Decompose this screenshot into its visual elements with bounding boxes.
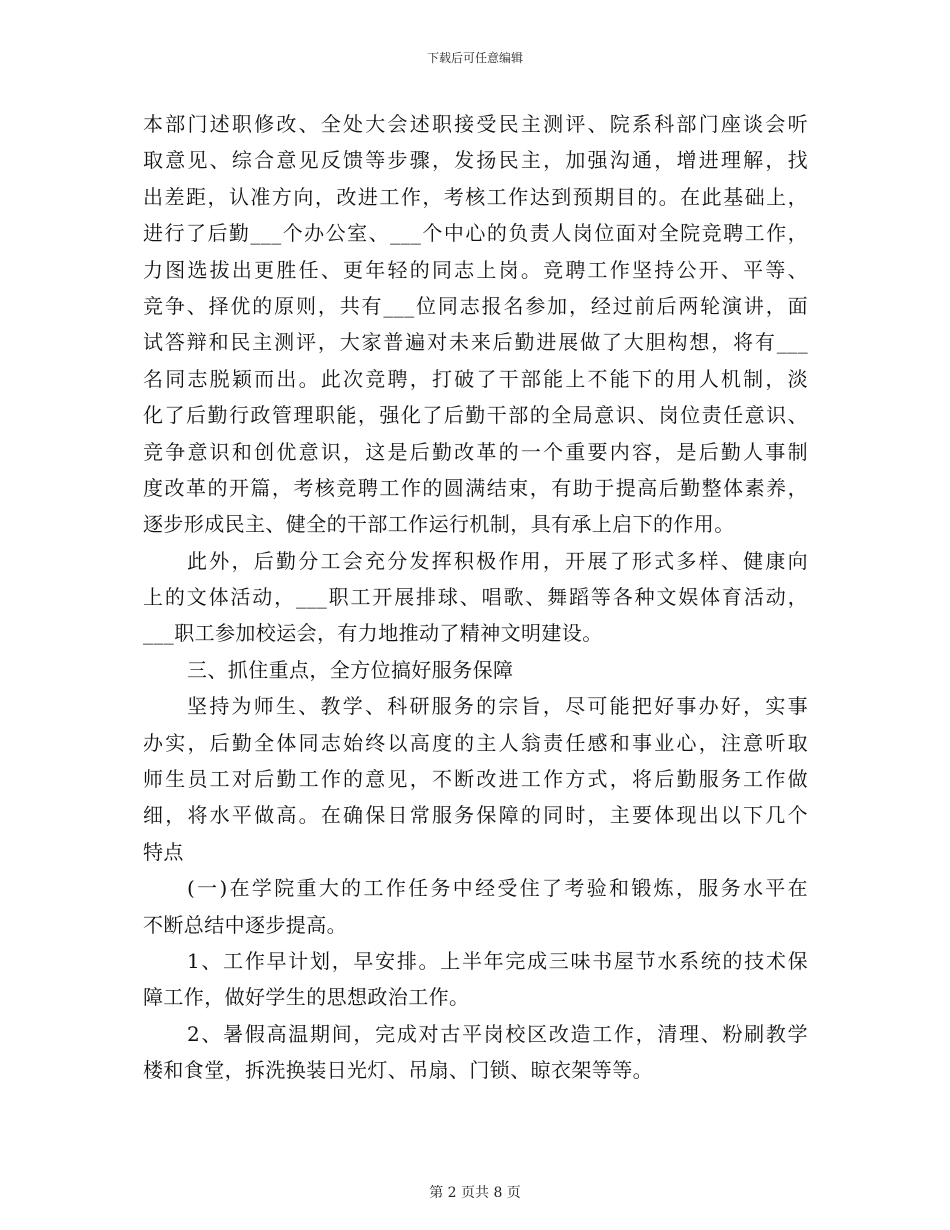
text-line: 2、暑假高温期间，完成对古平岗校区改造工作，清理、粉刷教学: [187, 1021, 808, 1046]
text-line: 名同志脱颖而出。此次竞聘，打破了干部能上不能下的用人机制，淡: [143, 366, 808, 391]
text-line: 本部门述职修改、全处大会述职接受民主测评、院系科部门座谈会听: [143, 112, 808, 136]
text-line: 此外，后勤分工会充分发挥积极作用，开展了形式多样、健康向: [187, 548, 808, 573]
text-line: 竞争、择优的原则，共有___位同志报名参加，经过前后两轮演讲，面: [143, 293, 808, 318]
text-line: 特点: [143, 839, 184, 864]
text-line: 力图选拔出更胜任、更年轻的同志上岗。竞聘工作坚持公开、平等、: [143, 257, 808, 282]
section-heading: 三、抓住重点，全方位搞好服务保障: [187, 657, 514, 682]
text-line: ___职工参加校运会，有力地推动了精神文明建设。: [143, 621, 603, 646]
text-line: 楼和食堂，拆洗换装日光灯、吊扇、门锁、晾衣架等等。: [143, 1058, 653, 1083]
text-line: 试答辩和民主测评，大家普遍对未来后勤进展做了大胆构想，将有___: [143, 330, 808, 355]
document-body: [143, 106, 808, 1089]
text-line: 1、工作早计划，早安排。上半年完成三味书屋节水系统的技术保: [187, 948, 808, 973]
text-line: 办实，后勤全体同志始终以高度的主人翁责任感和事业心，注意听取: [143, 730, 808, 755]
text-line: 逐步形成民主、健全的干部工作运行机制，具有承上启下的作用。: [143, 512, 735, 537]
text-line: (一)在学院重大的工作任务中经受住了考验和锻炼，服务水平在: [187, 876, 808, 901]
text-line: 障工作，做好学生的思想政治工作。: [143, 985, 470, 1010]
page-footer: 第 2 页共 8 页: [429, 1185, 521, 1201]
text-line: 不断总结中逐步提高。: [143, 912, 347, 937]
text-line: 坚持为师生、教学、科研服务的宗旨，尽可能把好事办好，实事: [187, 694, 808, 719]
text-line: 上的文体活动，___职工开展排球、唱歌、舞蹈等各种文娱体育活动，: [143, 585, 808, 610]
text-line: 度改革的开篇，考核竞聘工作的圆满结束，有助于提高后勤整体素养，: [143, 475, 808, 500]
text-line: 竞争意识和创优意识，这是后勤改革的一个重要内容，是后勤人事制: [143, 439, 808, 464]
text-line: 化了后勤行政管理职能，强化了后勤干部的全局意识、岗位责任意识、: [143, 403, 808, 428]
text-line: 取意见、综合意见反馈等步骤，发扬民主，加强沟通，增进理解，找: [143, 148, 808, 173]
text-line: 进行了后勤___个办公室、___个中心的负责人岗位面对全院竞聘工作，: [143, 221, 808, 246]
text-line: 细，将水平做高。在确保日常服务保障的同时，主要体现出以下几个: [143, 803, 808, 828]
text-line: 师生员工对后勤工作的意见，不断改进工作方式，将后勤服务工作做: [143, 767, 808, 792]
text-line: 出差距，认准方向，改进工作，考核工作达到预期目的。在此基础上，: [143, 184, 808, 209]
page-header: 下载后可任意编辑: [426, 51, 523, 65]
